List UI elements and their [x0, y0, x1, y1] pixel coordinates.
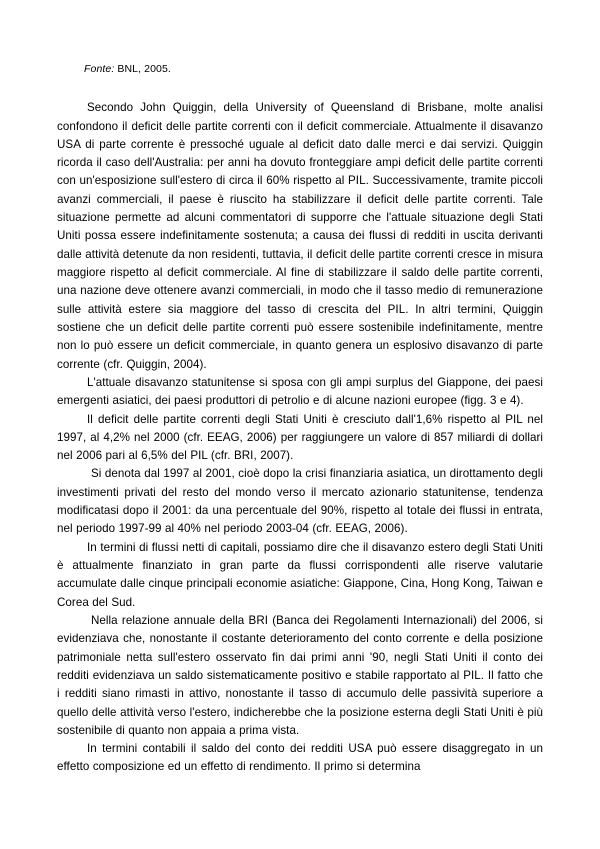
source-note-label: Fonte:	[84, 63, 115, 75]
paragraph-7: In termini contabili il saldo del conto dei redditi USA può essere disaggregato in un effetto composizione ed un effetto di rendimento. Il primo si determina	[57, 742, 543, 774]
paragraph-6: Nella relazione annuale della BRI (Banca dei Regolamenti Internazionali) del 2006, si evidenziava che, nonostante il costante deterioramento del conto corrente e della posizione patrimoniale netta sull'estero osservato fin dai primi anni '90, negli Stati Uniti il conto dei redditi evidenziava un saldo sistematicamente positivo e stabile rapportato al PIL. Il fatto che i redditi siano rimasti in attivo, nonostante il tasso di accumulo delle passività superiore a quello delle attività verso l'estero, indicherebbe che la posizione esterna degli Stati Uniti è più sostenibile di quanto non appaia a prima vista.	[57, 613, 543, 737]
paragraph-4: Si denota dal 1997 al 2001, cioè dopo la crisi finanziaria asiatica, un dirottamento degli investimenti privati del resto del mondo verso il mercato azionario statunitense, tendenza modificatasi dopo il 2001: da una percentuale del 90%, rispetto al totale dei flussi in entrata, nel periodo 1997-99 al 40% nel periodo 2003-04 (cfr. EEAG, 2006).	[57, 467, 543, 536]
paragraph-2: L'attuale disavanzo statunitense si sposa con gli ampi surplus del Giappone, dei paesi emergenti asiatici, dei paesi produttori di petrolio e di alcune nazioni europee (figg. 3 e 4).	[57, 375, 543, 408]
source-note-text: BNL, 2005.	[114, 63, 171, 75]
paragraph-1: Secondo John Quiggin, della University of Queensland di Brisbane, molte analisi confondono il deficit delle partite correnti con il deficit commerciale. Attualmente il disavanzo USA di parte corrente è pressoché uguale al deficit dato dalle merci e dai servizi. Quiggin ricorda il caso dell'Australia: per anni ha dovuto fronteggiare ampi deficit delle partite correnti con un'esposizione sull'estero di circa il 60% rispetto al PIL. Successivamente, tramite piccoli avanzi commerciali, il paese è riuscito ha stabilizzare il deficit delle partite correnti. Tale situazione permette ad alcuni commentatori di supporre che l'attuale situazione degli Stati Uniti possa essere indefinitamente sostenuta; a causa dei flussi di redditi in uscita derivanti dalle attività detenute da non residenti, tuttavia, il deficit delle partite correnti cresce in misura maggiore rispetto al deficit commerciale. Al fine di stabilizzare il saldo delle partite correnti, una nazione deve ottenere avanzi commerciali, in modo che il tasso medio di remunerazione sulle attività estere sia maggiore del tasso di crescita del PIL. In altri termini, Quiggin sostiene che un deficit delle partite correnti può essere sostenibile indefinitamente, mentre non lo può essere un deficit commerciale, in quanto genera un esplosivo disavanzo di parte corrente (cfr. Quiggin, 2004).	[57, 101, 543, 371]
paragraph-5: In termini di flussi netti di capitali, possiamo dire che il disavanzo estero degli Stati Uniti è attualmente finanziato in gran parte da flussi corrispondenti alle riserve valutarie accumulate dalle cinque principali economie asiatiche: Giappone, Cina, Hong Kong, Taiwan e Corea del Sud.	[57, 540, 543, 609]
paragraph-3: Il deficit delle partite correnti degli Stati Uniti è cresciuto dall'1,6% rispetto al PIL nel 1997, al 4,2% nel 2000 (cfr. EEAG, 2006) per raggiungere un valore di 857 miliardi di dollari nel 2006 pari al 6,5% del PIL (cfr. BRI, 2007).	[57, 412, 543, 463]
source-note	[84, 62, 543, 77]
